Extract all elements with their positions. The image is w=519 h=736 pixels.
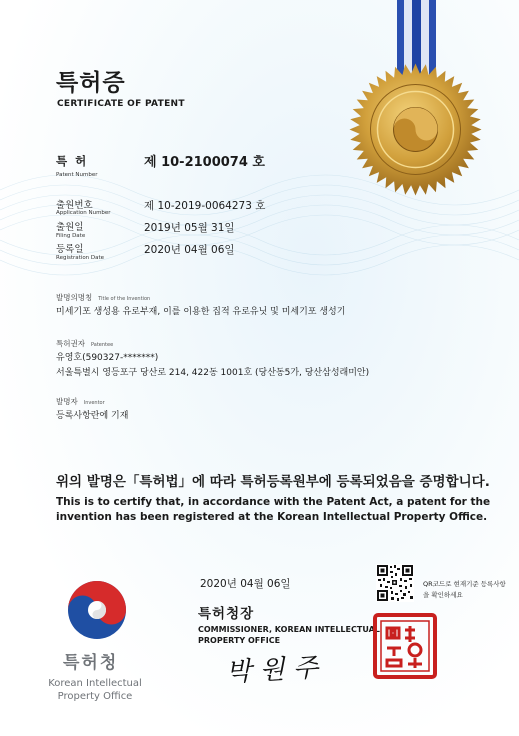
certification-statement-en: This is to certify that, in accordance with the Patent Act, a patent for the invention has been registered at the Korean Intellectual Property Office. bbox=[56, 496, 491, 523]
certificate-title-en: CERTIFICATE OF PATENT bbox=[57, 99, 185, 109]
kipo-logo-name-en: Korean Intellectual Property Office bbox=[48, 678, 142, 702]
invention-title-label-en: Title of the Invention bbox=[98, 296, 151, 302]
commissioner-title-en: COMMISSIONER, KOREAN INTELLECTUAL PROPERTY OFFICE bbox=[198, 625, 380, 645]
commissioner-title-ko: 특허청장 bbox=[198, 606, 255, 622]
gold-seal-emblem bbox=[348, 62, 483, 197]
patentee-name: 유영호(590327-*******) bbox=[56, 353, 159, 363]
signature-text: 박 원 주 bbox=[225, 653, 319, 688]
application-number-label: 출원번호 bbox=[56, 200, 93, 211]
certification-statement-ko: 위의 발명은「특허법」에 따라 특허등록원부에 등록되었음을 증명합니다. bbox=[56, 474, 490, 490]
application-number-label-en: Application Number bbox=[56, 210, 111, 216]
qr-instruction-note: QR코드로 현재기준 등록사항을 확인하세요 bbox=[423, 580, 506, 599]
issue-date: 2020년 04월 06일 bbox=[200, 578, 291, 590]
kipo-taegeuk-logo-icon bbox=[66, 579, 128, 641]
inventor-label-en: Inventor bbox=[83, 400, 105, 406]
filing-date-label-en: Filing Date bbox=[56, 233, 86, 239]
patentee-label-en: Patentee bbox=[90, 342, 114, 348]
patentee-address: 서울특별시 영등포구 당산로 214, 422동 1001호 (당산동5가, 당산삼성래미안) bbox=[56, 368, 370, 378]
patentee-label-ko: 특허권자 bbox=[56, 339, 85, 348]
filing-date-value: 2019년 05월 31일 bbox=[144, 222, 235, 234]
qr-code-icon bbox=[376, 564, 414, 602]
invention-title-label bbox=[56, 292, 150, 303]
patent-number-label: 특 허 bbox=[56, 154, 89, 168]
patent-number-label-en: Patent Number bbox=[56, 172, 98, 178]
patentee-label bbox=[56, 338, 113, 349]
registration-date-label: 등록일 bbox=[56, 244, 84, 255]
official-red-seal-stamp bbox=[372, 612, 438, 680]
registration-date-label-en: Registration Date bbox=[56, 255, 105, 261]
inventor-label-ko: 발명자 bbox=[56, 397, 78, 406]
kipo-logo-name-ko: 특허청 bbox=[63, 653, 119, 673]
filing-date-label: 출원일 bbox=[56, 222, 84, 233]
application-number-value: 제 10-2019-0064273 호 bbox=[144, 200, 266, 212]
certificate-title-ko: 특허증 bbox=[56, 70, 126, 96]
inventor-label bbox=[56, 396, 105, 407]
inventor-value: 등록사항란에 기재 bbox=[56, 411, 129, 421]
patent-number-value: 제 10-2100074 호 bbox=[144, 155, 265, 170]
invention-title-label-ko: 발명의명칭 bbox=[56, 293, 93, 302]
registration-date-value: 2020년 04월 06일 bbox=[144, 244, 235, 256]
commissioner-signature bbox=[222, 644, 342, 690]
invention-title-value: 미세기포 생성용 유로부재, 이를 이용한 집적 유로유닛 및 미세기포 생성기 bbox=[56, 307, 346, 317]
